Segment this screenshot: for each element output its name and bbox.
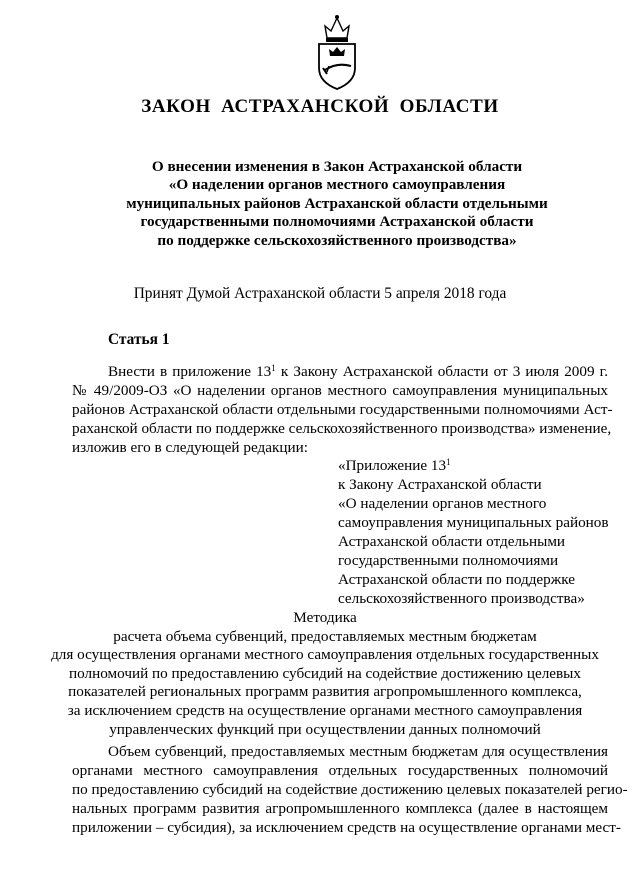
text-run: Внести в приложение 13 xyxy=(108,363,272,380)
text-run: к Закону Астраханской области от 3 июля 2009 г. xyxy=(275,363,608,380)
appendix-line xyxy=(338,456,609,475)
law-subtitle xyxy=(60,158,614,250)
methodology-line: за исключением средств на осуществление органами местного самоуправления xyxy=(67,701,583,719)
paragraph-line: раханской области по поддержке сельскохозяйственного производства» изменение, xyxy=(72,420,612,437)
paragraph-line: нальных программ развития агропромышленного комплекса (далее в настоящем xyxy=(72,800,608,817)
superscript: 1 xyxy=(446,457,451,467)
appendix-line: к Закону Астраханской области xyxy=(338,476,542,493)
paragraph-line: изложив его в следующей редакции: xyxy=(72,439,308,456)
article-paragraph xyxy=(72,362,613,457)
appendix-line: Астраханской области отдельными xyxy=(338,533,566,550)
article-heading: Статья 1 xyxy=(108,331,170,348)
paragraph-line: органами местного самоуправления отдельных государственных полномочий xyxy=(72,762,608,779)
appendix-line: государственными полномочиями xyxy=(338,552,559,569)
superscript: 1 xyxy=(271,363,276,373)
body-paragraph xyxy=(72,742,628,837)
paragraph-line: № 49/2009-ОЗ «О наделении органов местного самоуправления муниципальных xyxy=(72,382,608,399)
subtitle-line: муниципальных районов Астраханской области отдельными xyxy=(126,194,548,212)
methodology-line: управленческих функций при осуществлении данных полномочий xyxy=(109,720,541,738)
subtitle-line: по поддержке сельскохозяйственного производства» xyxy=(157,231,517,249)
subtitle-line: О внесении изменения в Закон Астраханской области xyxy=(151,158,523,175)
appendix-line: сельскохозяйственного производства» xyxy=(338,590,585,607)
appendix-line: самоуправления муниципальных районов xyxy=(338,514,609,531)
paragraph-line: районов Астраханской области отдельными государственными полномочиями Аст- xyxy=(72,401,613,418)
adoption-date-line: Принят Думой Астраханской области 5 апреля 2018 года xyxy=(133,285,507,302)
paragraph-line: приложении – субсидия), за исключением средств на осуществление органами мест- xyxy=(72,819,621,836)
appendix-header xyxy=(338,456,609,608)
methodology-title: Методика xyxy=(293,609,357,626)
text-run: «Приложение 13 xyxy=(338,457,447,474)
coat-of-arms-icon xyxy=(305,12,369,92)
paragraph-line xyxy=(72,362,608,381)
methodology-line: расчета объема субвенций, предоставляемых местным бюджетам xyxy=(113,627,537,645)
law-title: ЗАКОН АСТРАХАНСКОЙ ОБЛАСТИ xyxy=(141,96,499,117)
paragraph-line: Объем субвенций, предоставляемых местным бюджетам для осуществления xyxy=(108,743,608,760)
methodology-heading xyxy=(40,609,610,739)
methodology-line: для осуществления органами местного самоуправления отдельных государственных xyxy=(51,646,599,664)
paragraph-line: по предоставлению субсидий на содействие достижению целевых показателей регио- xyxy=(72,781,628,798)
methodology-line: полномочий по предоставлению субсидий на содействие достижению целевых xyxy=(69,664,581,682)
subtitle-line: государственными полномочиями Астраханской области xyxy=(140,213,534,231)
subtitle-line: «О наделении органов местного самоуправления xyxy=(168,176,506,194)
appendix-line: «О наделении органов местного xyxy=(338,495,547,512)
appendix-line: Астраханской области по поддержке xyxy=(338,571,576,588)
methodology-line: показателей региональных программ развития агропромышленного комплекса, xyxy=(68,683,582,701)
